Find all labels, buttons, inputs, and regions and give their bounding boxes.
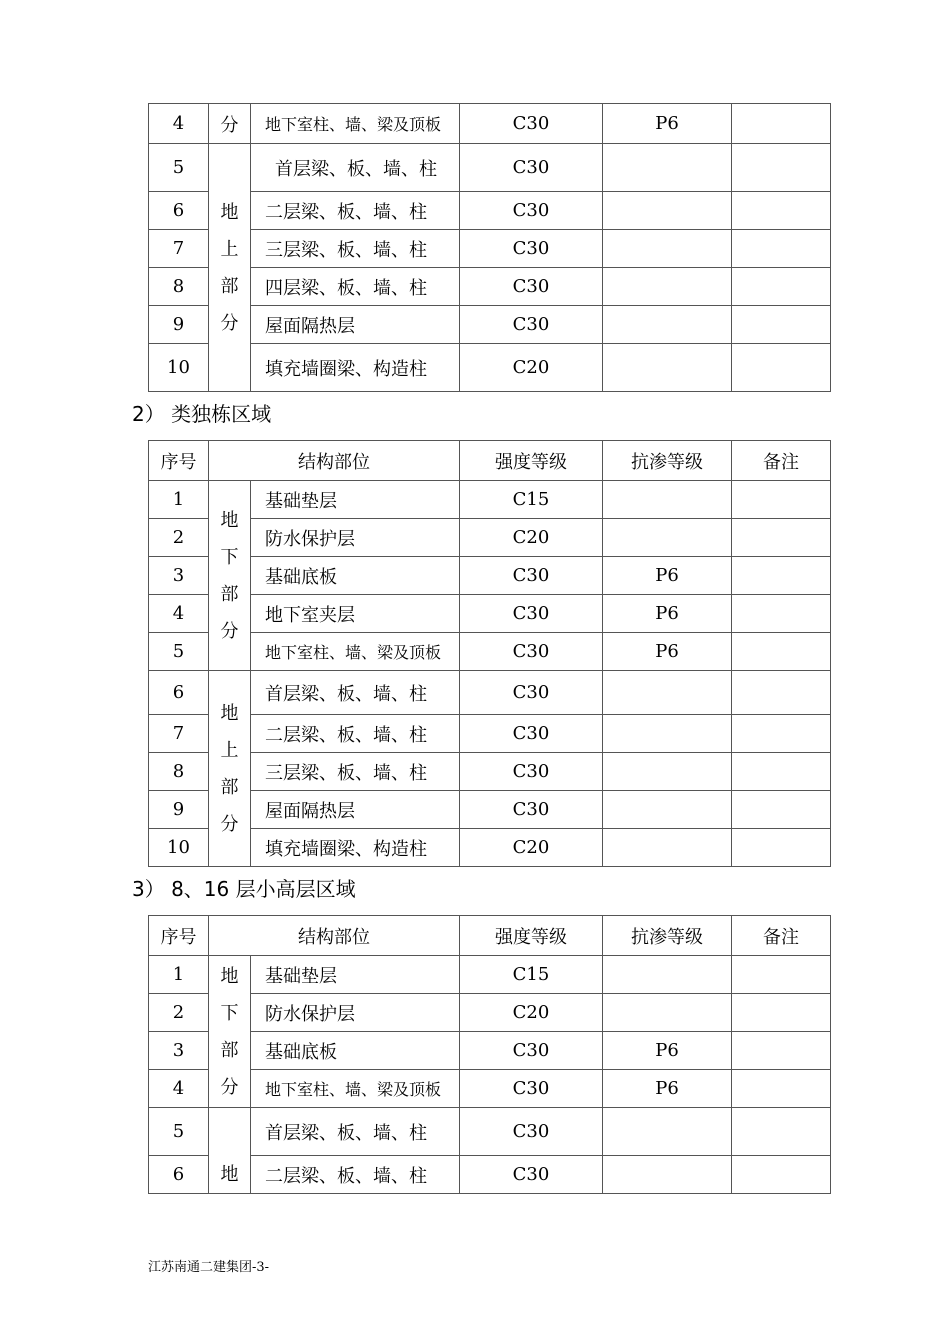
note-cell: [732, 144, 831, 192]
header-note: 备注: [732, 916, 831, 956]
page-footer: 江苏南通二建集团-3-: [148, 1260, 270, 1275]
structure-part: 地下室夹层: [251, 595, 460, 633]
strength-grade: C30: [460, 1156, 603, 1194]
header-part: 结构部位: [209, 916, 460, 956]
note-cell: [732, 519, 831, 557]
strength-grade: C30: [460, 1032, 603, 1070]
seepage-grade: P6: [603, 633, 732, 671]
structure-part: 三层梁、板、墙、柱: [251, 230, 460, 268]
row-number: 2: [149, 519, 209, 557]
strength-grade: C15: [460, 481, 603, 519]
strength-grade: C30: [460, 268, 603, 306]
group-label-above-ground: 地 上 部 分: [209, 144, 251, 392]
header-no: 序号: [149, 916, 209, 956]
table-row: [149, 956, 831, 994]
structure-part: 填充墙圈梁、构造柱: [251, 344, 460, 392]
section-heading-2: 2） 类独栋区域: [132, 402, 272, 426]
structure-part: 防水保护层: [251, 519, 460, 557]
seepage-grade: [603, 1156, 732, 1194]
group-label-above-ground: 地: [209, 1108, 251, 1194]
header-grade: 强度等级: [460, 916, 603, 956]
strength-grade: C20: [460, 829, 603, 867]
seepage-grade: [603, 481, 732, 519]
concrete-table-1: [148, 103, 831, 392]
structure-part: 防水保护层: [251, 994, 460, 1032]
seepage-grade: [603, 268, 732, 306]
note-cell: [732, 481, 831, 519]
row-number: 5: [149, 144, 209, 192]
strength-grade: C30: [460, 557, 603, 595]
table-row: [149, 595, 831, 633]
note-cell: [732, 753, 831, 791]
seepage-grade: [603, 829, 732, 867]
table-row: [149, 192, 831, 230]
table-row: [149, 994, 831, 1032]
strength-grade: C30: [460, 753, 603, 791]
structure-part: 四层梁、板、墙、柱: [251, 268, 460, 306]
strength-grade: C30: [460, 144, 603, 192]
seepage-grade: [603, 144, 732, 192]
note-cell: [732, 715, 831, 753]
note-cell: [732, 1070, 831, 1108]
seepage-grade: [603, 994, 732, 1032]
table-header-row: [149, 916, 831, 956]
row-number: 9: [149, 306, 209, 344]
seepage-grade: [603, 306, 732, 344]
row-number: 4: [149, 1070, 209, 1108]
row-number: 9: [149, 791, 209, 829]
note-cell: [732, 1032, 831, 1070]
seepage-grade: [603, 192, 732, 230]
seepage-grade: [603, 791, 732, 829]
structure-part: 地下室柱、墙、梁及顶板: [251, 633, 460, 671]
row-number: 8: [149, 753, 209, 791]
seepage-grade: [603, 230, 732, 268]
seepage-grade: [603, 519, 732, 557]
structure-part: 基础底板: [251, 557, 460, 595]
seepage-grade: P6: [603, 595, 732, 633]
note-cell: [732, 344, 831, 392]
row-number: 7: [149, 230, 209, 268]
table-row: [149, 1070, 831, 1108]
structure-part: 二层梁、板、墙、柱: [251, 1156, 460, 1194]
table-header-row: [149, 441, 831, 481]
header-note: 备注: [732, 441, 831, 481]
strength-grade: C30: [460, 671, 603, 715]
concrete-table-2: [148, 440, 831, 867]
structure-part: 基础垫层: [251, 481, 460, 519]
group-label: 分: [209, 104, 251, 144]
strength-grade: C15: [460, 956, 603, 994]
note-cell: [732, 829, 831, 867]
note-cell: [732, 268, 831, 306]
table-row: [149, 557, 831, 595]
seepage-grade: [603, 715, 732, 753]
table-row: [149, 306, 831, 344]
table-row: [149, 144, 831, 192]
header-part: 结构部位: [209, 441, 460, 481]
note-cell: [732, 1156, 831, 1194]
structure-part: 地下室柱、墙、梁及顶板: [251, 104, 460, 144]
structure-part: 二层梁、板、墙、柱: [251, 192, 460, 230]
group-label-below-ground: 地 下 部 分: [209, 956, 251, 1108]
row-number: 4: [149, 104, 209, 144]
note-cell: [732, 671, 831, 715]
strength-grade: C30: [460, 1070, 603, 1108]
note-cell: [732, 306, 831, 344]
seepage-grade: P6: [603, 557, 732, 595]
seepage-grade: P6: [603, 1032, 732, 1070]
row-number: 5: [149, 633, 209, 671]
note-cell: [732, 1108, 831, 1156]
strength-grade: C30: [460, 1108, 603, 1156]
row-number: 10: [149, 829, 209, 867]
strength-grade: C20: [460, 519, 603, 557]
note-cell: [732, 633, 831, 671]
structure-part: 基础底板: [251, 1032, 460, 1070]
header-seepage: 抗渗等级: [603, 441, 732, 481]
table-row: [149, 481, 831, 519]
note-cell: [732, 791, 831, 829]
seepage-grade: [603, 344, 732, 392]
row-number: 4: [149, 595, 209, 633]
strength-grade: C30: [460, 715, 603, 753]
row-number: 2: [149, 994, 209, 1032]
table-row: [149, 230, 831, 268]
note-cell: [732, 595, 831, 633]
concrete-table-3: [148, 915, 831, 1194]
table-row: [149, 1108, 831, 1156]
table-row: [149, 791, 831, 829]
row-number: 1: [149, 481, 209, 519]
structure-part: 首层梁、板、墙、柱: [251, 144, 460, 192]
table-row: [149, 1032, 831, 1070]
table-row: [149, 519, 831, 557]
table-row: [149, 829, 831, 867]
row-number: 6: [149, 1156, 209, 1194]
strength-grade: C30: [460, 306, 603, 344]
structure-part: 首层梁、板、墙、柱: [251, 671, 460, 715]
row-number: 8: [149, 268, 209, 306]
table-row: [149, 1156, 831, 1194]
group-label-below-ground: 地 下 部 分: [209, 481, 251, 671]
table-row: [149, 344, 831, 392]
structure-part: 填充墙圈梁、构造柱: [251, 829, 460, 867]
section-heading-3: 3） 8、16 层小高层区域: [132, 877, 356, 901]
group-label-above-ground: 地 上 部 分: [209, 671, 251, 867]
structure-part: 三层梁、板、墙、柱: [251, 753, 460, 791]
note-cell: [732, 230, 831, 268]
strength-grade: C30: [460, 791, 603, 829]
table-row: [149, 633, 831, 671]
structure-part: 首层梁、板、墙、柱: [251, 1108, 460, 1156]
header-grade: 强度等级: [460, 441, 603, 481]
strength-grade: C30: [460, 230, 603, 268]
note-cell: [732, 192, 831, 230]
header-no: 序号: [149, 441, 209, 481]
strength-grade: C30: [460, 633, 603, 671]
row-number: 10: [149, 344, 209, 392]
structure-part: 基础垫层: [251, 956, 460, 994]
strength-grade: C20: [460, 344, 603, 392]
seepage-grade: P6: [603, 1070, 732, 1108]
row-number: 1: [149, 956, 209, 994]
row-number: 3: [149, 1032, 209, 1070]
table-row: [149, 753, 831, 791]
table-row: [149, 104, 831, 144]
note-cell: [732, 104, 831, 144]
seepage-grade: [603, 753, 732, 791]
strength-grade: C20: [460, 994, 603, 1032]
row-number: 3: [149, 557, 209, 595]
seepage-grade: [603, 956, 732, 994]
row-number: 7: [149, 715, 209, 753]
structure-part: 屋面隔热层: [251, 791, 460, 829]
table-row: [149, 671, 831, 715]
header-seepage: 抗渗等级: [603, 916, 732, 956]
table-row: [149, 268, 831, 306]
note-cell: [732, 956, 831, 994]
seepage-grade: [603, 1108, 732, 1156]
strength-grade: C30: [460, 595, 603, 633]
row-number: 6: [149, 671, 209, 715]
row-number: 5: [149, 1108, 209, 1156]
note-cell: [732, 994, 831, 1032]
seepage-grade: [603, 671, 732, 715]
table-row: [149, 715, 831, 753]
row-number: 6: [149, 192, 209, 230]
structure-part: 二层梁、板、墙、柱: [251, 715, 460, 753]
note-cell: [732, 557, 831, 595]
strength-grade: C30: [460, 192, 603, 230]
structure-part: 屋面隔热层: [251, 306, 460, 344]
structure-part: 地下室柱、墙、梁及顶板: [251, 1070, 460, 1108]
seepage-grade: P6: [603, 104, 732, 144]
strength-grade: C30: [460, 104, 603, 144]
